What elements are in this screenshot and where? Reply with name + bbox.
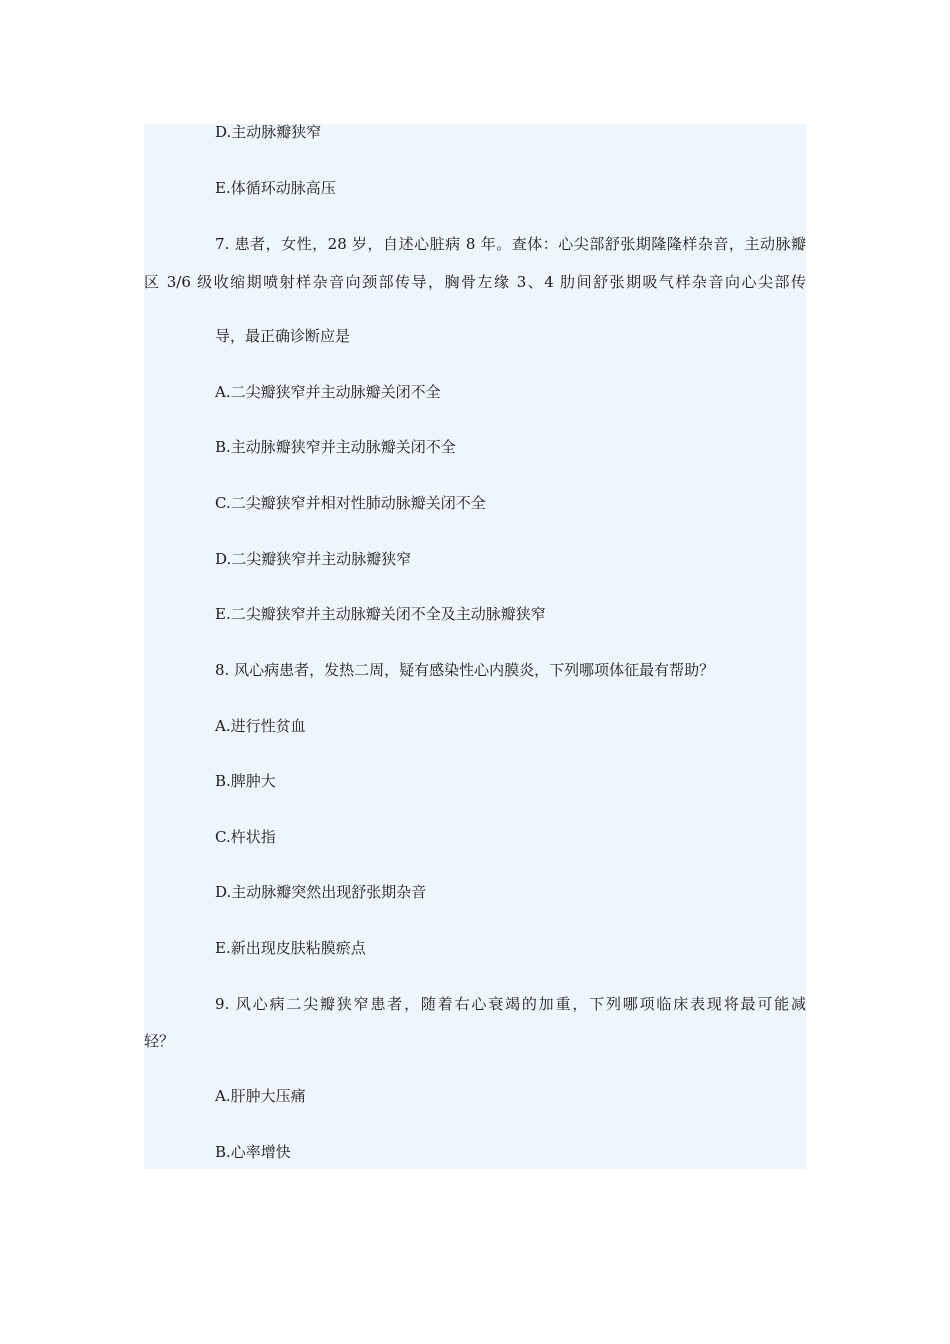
question-7-line-3: 导，最正确诊断应是 <box>215 327 351 345</box>
question-9-line-2: 轻？ <box>144 1032 175 1050</box>
q7-option-c: C.二尖瓣狭窄并相对性肺动脉瓣关闭不全 <box>215 494 486 512</box>
question-9-line-1: 9. 风心病二尖瓣狭窄患者，随着右心衰竭的加重，下列哪项临床表现将最可能减 <box>215 995 806 1013</box>
q8-option-e: E.新出现皮肤粘膜瘀点 <box>215 939 366 957</box>
q7-option-b: B.主动脉瓣狭窄并主动脉瓣关闭不全 <box>215 438 456 456</box>
q8-option-a: A.进行性贫血 <box>215 717 306 735</box>
q8-option-b: B.脾肿大 <box>215 772 276 790</box>
option-d-prev: D.主动脉瓣狭窄 <box>215 123 322 141</box>
question-8-line-1: 8. 风心病患者，发热二周，疑有感染性心内膜炎，下列哪项体征最有帮助？ <box>215 661 715 679</box>
question-7-line-2: 区 3/6 级收缩期喷射样杂音向颈部传导，胸骨左缘 3、4 肋间舒张期吸气样杂音向心尖部传 <box>144 273 806 291</box>
question-7-line-1: 7. 患者，女性，28 岁，自述心脏病 8 年。查体：心尖部舒张期隆隆样杂音，主动脉瓣 <box>215 235 806 253</box>
option-e-prev: E.体循环动脉高压 <box>215 179 336 197</box>
q7-option-e: E.二尖瓣狭窄并主动脉瓣关闭不全及主动脉瓣狭窄 <box>215 605 546 623</box>
q9-option-a: A.肝肿大压痛 <box>215 1087 306 1105</box>
q9-option-b: B.心率增快 <box>215 1143 291 1161</box>
q8-option-d: D.主动脉瓣突然出现舒张期杂音 <box>215 883 427 901</box>
q7-option-a: A.二尖瓣狭窄并主动脉瓣关闭不全 <box>215 383 441 401</box>
q8-option-c: C.杵状指 <box>215 828 276 846</box>
q7-option-d: D.二尖瓣狭窄并主动脉瓣狭窄 <box>215 550 412 568</box>
